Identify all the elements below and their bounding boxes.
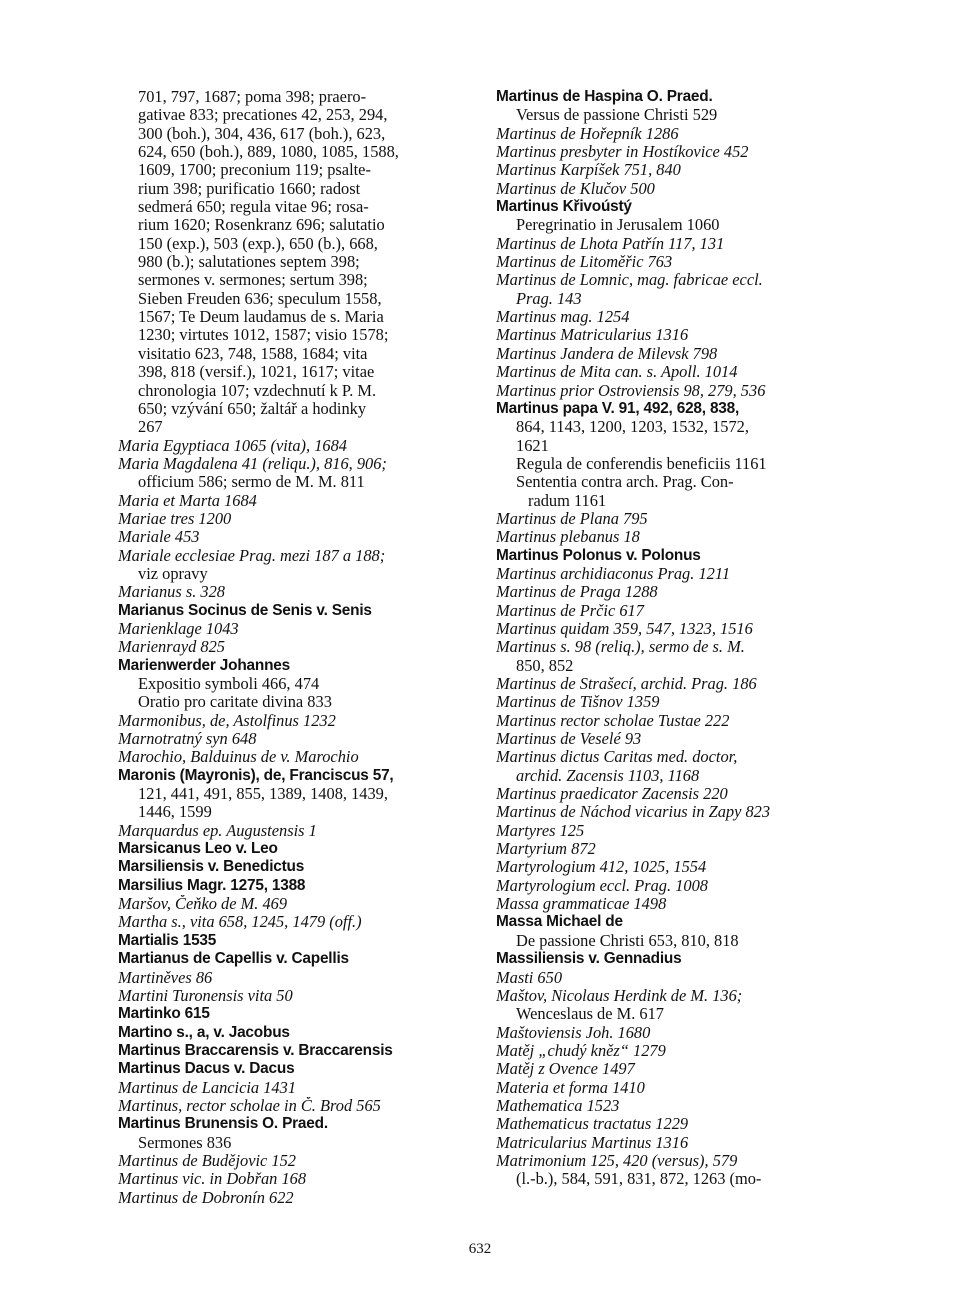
index-entry: Marsicanus Leo v. Leo	[118, 840, 278, 858]
index-entry: Martyres 125	[496, 821, 585, 840]
index-entry: Marochio, Balduinus de v. Marochio	[118, 748, 359, 767]
index-entry: Martinus vic. in Dobřan 168	[118, 1170, 307, 1189]
index-subline: 850, 852	[516, 656, 574, 675]
index-subline: 121, 441, 491, 855, 1389, 1408, 1439,	[138, 785, 388, 804]
index-entry: Martinus de Dobronín 622	[118, 1188, 294, 1207]
index-subline: sedmerá 650; regula vitae 96; rosa-	[138, 198, 369, 217]
index-entry: Martinus de Mita can. s. Apoll. 1014	[496, 363, 738, 382]
index-entry: Martinus mag. 1254	[496, 308, 630, 327]
index-subline: Prag. 143	[516, 289, 582, 308]
index-entry: Martinus de Náchod vicarius in Zapy 823	[496, 803, 771, 822]
index-entry: Martinus praedicator Zacensis 220	[496, 785, 728, 804]
index-entry: Martinus presbyter in Hostíkovice 452	[496, 143, 749, 162]
index-entry: Matěj „chudý kněz“ 1279	[496, 1041, 666, 1060]
index-entry: Mariale ecclesiae Prag. mezi 187 a 188;	[118, 546, 386, 565]
index-entry: Martyrium 872	[496, 840, 596, 859]
index-entry: Marquardus ep. Augustensis 1	[118, 821, 317, 840]
index-entry: Martinus Dacus v. Dacus	[118, 1060, 295, 1078]
index-entry: Martha s., vita 658, 1245, 1479 (off.)	[118, 913, 362, 932]
index-entry: Martinus archidiaconus Prag. 1211	[496, 564, 731, 583]
index-entry: Martinus de Budějovic 152	[118, 1151, 296, 1170]
index-entry: Massiliensis v. Gennadius	[496, 950, 682, 968]
index-subline: De passione Christi 653, 810, 818	[516, 931, 739, 950]
index-entry: Martinus prior Ostroviensis 98, 279, 536	[496, 381, 766, 400]
index-subline: 864, 1143, 1200, 1203, 1532, 1572,	[516, 418, 749, 437]
index-subline: 150 (exp.), 503 (exp.), 650 (b.), 668,	[138, 234, 378, 253]
index-entry: Marsilius Magr. 1275, 1388	[118, 876, 306, 894]
index-entry: Martinus de Tišnov 1359	[496, 693, 660, 712]
index-entry: Martinus Jandera de Milevsk 798	[496, 344, 718, 363]
index-entry: Martinus de Lhota Patřín 117, 131	[496, 234, 725, 253]
index-entry: Martinus s. 98 (reliq.), sermo de s. M.	[496, 638, 745, 657]
index-entry: Martyrologium 412, 1025, 1554	[496, 858, 707, 877]
index-entry: Mariale 453	[118, 528, 200, 547]
index-entry: Martinus papa V. 91, 492, 628, 838,	[496, 399, 740, 417]
index-subline: 267	[138, 418, 163, 437]
index-entry: Martinus de Strašecí, archid. Prag. 186	[496, 675, 757, 693]
index-entry: Marienrayd 825	[118, 638, 225, 657]
index-entry: Martinus quidam 359, 547, 1323, 1516	[496, 619, 753, 638]
index-entry: Materia et forma 1410	[496, 1078, 645, 1097]
index-entry: Martinus de Veselé 93	[496, 730, 642, 749]
index-subline: archid. Zacensis 1103, 1168	[516, 766, 700, 785]
index-subline: rium 1620; Rosenkranz 696; salutatio	[138, 216, 385, 235]
index-subline: gativae 833; precationes 42, 253, 294,	[138, 106, 388, 125]
index-entry: Martinus de Prčic 617	[496, 601, 644, 620]
index-subline: Regula de conferendis beneficiis 1161	[516, 454, 767, 473]
index-entry: Martinus de Lancicia 1431	[118, 1078, 297, 1097]
index-subline: 1567; Te Deum laudamus de s. Maria	[138, 308, 384, 327]
index-subline: Oratio pro caritate divina 833	[138, 693, 332, 712]
index-subline: rium 398; purificatio 1660; radost	[138, 179, 361, 198]
index-subline: 1230; virtutes 1012, 1587; visio 1578;	[138, 326, 389, 345]
index-entry: Maronis (Mayronis), de, Franciscus 57,	[118, 766, 394, 784]
index-entry: Martino s., a, v. Jacobus	[118, 1023, 290, 1041]
left-column	[118, 88, 473, 1207]
index-subline: Sieben Freuden 636; speculum 1558,	[138, 289, 382, 308]
index-entry: Martinus de Klučov 500	[496, 179, 655, 198]
index-subline: 300 (boh.), 304, 436, 617 (boh.), 623,	[138, 124, 386, 143]
index-entry: Martinus de Litoměřic 763	[496, 253, 673, 272]
index-entry: Marienwerder Johannes	[118, 656, 290, 674]
index-entry: Mariae tres 1200	[118, 509, 232, 528]
index-entry: Martinus de Praga 1288	[496, 583, 658, 602]
index-entry: Matricularius Martinus 1316	[496, 1133, 689, 1152]
index-entry: Martinus Braccarensis v. Braccarensis	[118, 1041, 393, 1059]
index-entry: Matrimonium 125, 420 (versus), 579	[496, 1151, 738, 1170]
index-subline: 650; vzývání 650; žaltář a hodinky	[138, 399, 367, 418]
index-entry: Marsiliensis v. Benedictus	[118, 858, 305, 876]
index-entry: Masti 650	[496, 968, 563, 987]
index-entry: Martinus rector scholae Tustae 222	[496, 711, 730, 730]
index-entry: Marnotratný syn 648	[118, 730, 257, 749]
index-subline: Sermones 836	[138, 1133, 232, 1152]
index-entry: Martini Turonensis vita 50	[118, 986, 293, 1005]
index-subline: Versus de passione Christi 529	[516, 106, 718, 125]
index-subline: Sententia contra arch. Prag. Con-	[516, 473, 734, 492]
index-subline: Wenceslaus de M. 617	[516, 1005, 664, 1024]
index-entry: Martyrologium eccl. Prag. 1008	[496, 876, 708, 895]
index-entry: Martinus de Lomnic, mag. fabricae eccl.	[496, 271, 763, 290]
index-entry: Marienklage 1043	[118, 619, 239, 638]
index-entry: Mathematica 1523	[496, 1096, 620, 1115]
index-subline: 980 (b.); salutationes septem 398;	[138, 253, 360, 272]
index-subline: Expositio symboli 466, 474	[138, 675, 320, 693]
index-entry: Marianus Socinus de Senis v. Senis	[118, 601, 372, 619]
index-subline: 624, 650 (boh.), 889, 1080, 1085, 1588,	[138, 143, 399, 162]
index-entry: Maštoviensis Joh. 1680	[496, 1023, 651, 1042]
index-entry: Martinus dictus Caritas med. doctor,	[496, 748, 738, 767]
index-entry: Martinus Brunensis O. Praed.	[118, 1115, 328, 1133]
index-entry: Maršov, Čeňko de M. 469	[118, 895, 288, 914]
index-subline: Peregrinatio in Jerusalem 1060	[516, 216, 720, 235]
index-entry: Marmonibus, de, Astolfinus 1232	[118, 711, 336, 730]
page-number: 632	[468, 1241, 492, 1257]
index-subline: chronologia 107; vzdechnutí k P. M.	[138, 381, 377, 400]
index-entry: Maria Magdalena 41 (reliqu.), 816, 906;	[118, 454, 387, 473]
index-subline: 1446, 1599	[138, 803, 212, 822]
index-entry: Matěj z Ovence 1497	[496, 1060, 635, 1079]
index-entry: Martinus Karpíšek 751, 840	[496, 161, 681, 180]
index-entry: Maria et Marta 1684	[118, 491, 257, 510]
index-subline: (l.-b.), 584, 591, 831, 872, 1263 (mo-	[516, 1170, 762, 1189]
index-entry: Maria Egyptiaca 1065 (vita), 1684	[118, 436, 347, 455]
index-entry: Marianus s. 328	[118, 583, 226, 602]
index-subline: 398, 818 (versif.), 1021, 1617; vitae	[138, 363, 375, 382]
index-entry: Martinus Matricularius 1316	[496, 326, 689, 345]
index-entry: Martinus Polonus v. Polonus	[496, 546, 701, 564]
index-subline: 1609, 1700; preconium 119; psalte-	[138, 161, 371, 180]
index-entry: Mathematicus tractatus 1229	[496, 1115, 689, 1134]
index-subline: 1621	[516, 436, 549, 455]
index-entry: Massa Michael de	[496, 913, 623, 931]
index-subline: viz opravy	[138, 564, 208, 583]
index-entry: Massa grammaticae 1498	[496, 895, 667, 914]
index-subline: officium 586; sermo de M. M. 811	[138, 473, 365, 492]
index-entry: Martinus de Plana 795	[496, 509, 648, 528]
index-entry: Martiněves 86	[118, 968, 213, 987]
index-entry: Maštov, Nicolaus Herdink de M. 136;	[496, 986, 743, 1005]
index-subline: radum 1161	[528, 491, 607, 510]
index-subline: 701, 797, 1687; poma 398; praero-	[138, 88, 367, 106]
index-entry: Martinus de Hořepník 1286	[496, 124, 679, 143]
index-entry: Martinus Křivoústý	[496, 198, 632, 216]
right-column	[496, 88, 848, 1189]
index-entry: Martinus plebanus 18	[496, 528, 640, 547]
index-subline: visitatio 623, 748, 1588, 1684; vita	[138, 344, 368, 363]
index-entry: Martianus de Capellis v. Capellis	[118, 950, 349, 968]
index-entry: Martinko 615	[118, 1005, 210, 1023]
index-subline: sermones v. sermones; sertum 398;	[138, 271, 368, 290]
index-entry: Martialis 1535	[118, 931, 217, 949]
index-entry: Martinus, rector scholae in Č. Brod 565	[118, 1096, 381, 1115]
index-entry: Martinus de Haspina O. Praed.	[496, 88, 713, 105]
